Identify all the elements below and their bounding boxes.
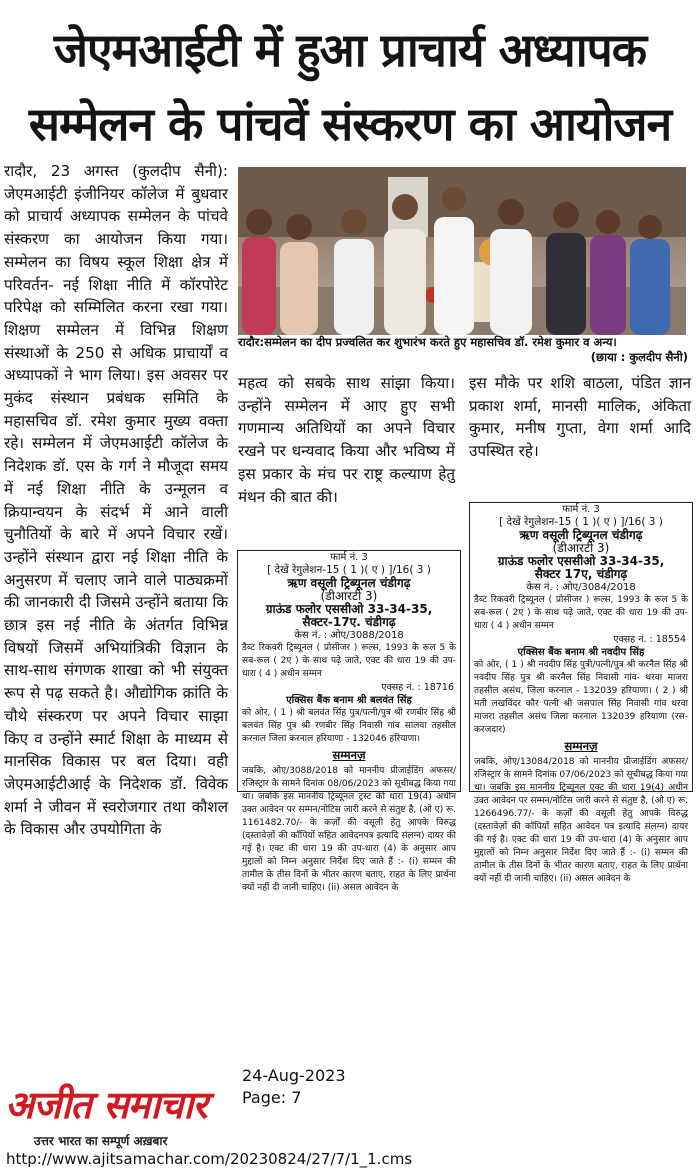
- notice-body-3: जबकि, ओए/13084/2018 को माननीय प्रीजाईडिंग अफसर/रजिस्ट्रार के सामने दिनांक 07/06/2023 को सूचीबद्ध किया गया था। जबकि इस माननीय ट्रिब्यूनल एक्ट की धारा 19(4) अधीन उक्त आवेदन पर सम्मन/नोटिस जारी करने से संतुष्ट है, (ओ ए) रू. 1266496.77/- के कर्ज़ों की वसूली हेतु आपके विरुद्ध (दस्तावेज़ों की कॉपियों सहित आवेदन पत्र इत्यादि संलग्न) दायर की गई है। एक्ट की धारा 19 की उप-धारा (4) के अनुसार आप मुद्दालों को निम्न अनुसार निर्देश दिए जाते हैं :- (i) सम्मन की तामील के तीस दिनों के भीतर कारण बताए, राहत के लिए प्रार्थना क्यों नहीं दी जानी चाहिए। (ii) असल आवेदन के: [474, 757, 688, 884]
- notice-case-no: केस नं. : ओए/3088/2018: [294, 630, 404, 641]
- legal-notice-1: [237, 550, 461, 893]
- notice-body-2: को ओर, ( 1 ) श्री बलवंत सिंह पुत्र/पत्नी/पुत्र श्री रणबीर सिंह श्री बलवंत सिंह पुत्र श्री रणबीर सिंह निवासी गांव सालवा तहसील करनाल जिला करनाल हरियाणा - 132046 हरियाणा।: [242, 708, 456, 744]
- notice-rule: [ देखें रेगुलेशन-15 ( 1 )( ए ) ]/16( 3 ): [499, 516, 663, 528]
- notice-drt: (डीआरटी 3): [320, 589, 378, 603]
- notice-drt: (डीआरटी 3): [552, 541, 610, 555]
- photo-caption: [238, 335, 688, 365]
- notice-ex-no: एक्सह नं. : 18716: [381, 682, 454, 693]
- notice-case-no: केस नं. : ओए/3084/2018: [526, 582, 636, 593]
- article-column-1: रादौर, 23 अगस्त (कुलदीप सैनी): जेएमआईटी इंजीनियर कॉलेज में बुधवार को प्राचार्य अध्यापक सम्मेलन के पांचवे संस्करण का आयोजन किया गया। सम्मेलन का विषय स्कूल शिक्षा क्षेत्र में परिवर्तन- नई शिक्षा नीति में कॉरपोरेट परिपेक्ष को सम्मिलित करना रखा गया। शिक्षण सम्मेलन में विभिन्न शिक्षण संस्थाओं के 250 से अधिक प्राचार्यों व अध्यापकों ने भाग लिया। इस अवसर पर मुकंद संस्थान प्रबंधक समिति के महासचिव डॉ. रमेश कुमार मुख्य वक्ता रहे। सम्मेलन में जेएमआईटी कॉलेज के निदेशक डॉ. एस के गर्ग ने मौजूदा समय में नई शिक्षा नीति के उन्मूलन व क्रियान्वयन के संदर्भ में आने वाली चुनौतियों के बारे में अपने विचार रखें। उन्होंने संस्थान द्वारा नई शिक्षा नीति के अनुसरण में चलाए जाने वाले पाठ्यक्रमों की जानकारी दी जिसमे उन्होंने बताया कि छात्र इस नई नीति के अंतर्गत विभिन्न विषयों जिसमें अभियांत्रिकी विज्ञान के साथ-साथ संगणक शाखा को भी संयुक्त रूप से पढ़ सकते है। औद्योगिक क्रांति के चौथे संस्करण पर अपने विचार साझा किए व उन्होंने स्मार्ट शिक्षा के माध्यम से मानसिक विकास पर बल दिया। वही जेएमआईटीआई के निदेशक डॉ. विवेक शर्मा ने जीवन में स्वरोजगार तथा कौशल के विकास और उपयोगिता के: [4, 162, 228, 839]
- logo-tagline: उत्तर भारत का सम्पूर्ण अख़बार: [34, 1134, 168, 1148]
- source-url[interactable]: http://www.ajitsamachar.com/20230824/27/7/1_1.cms: [6, 1150, 413, 1168]
- notice-address-line-1: ग्राऊंड फलोर एससीओ 33-34-35,: [265, 602, 433, 616]
- notice-body-2: को ओर, ( 1 ) श्री नवदीप सिंह पुत्री/पत्नी/पुत्र श्री करनैल सिंह श्री नवदीप सिंह पुत्र श्री करनैल सिंह निवासी गांव- थरवा माजरा तहसील असंध, जिला करनाल - 132039 हरियाणा। ( 2 ) श्री मती लखविंदर कौर पत्नी श्री जसपाल सिंह निवासी गांव थरवा माजरा तहसील असंध जिला करनाल 132039 हरियाणा (रस-करजदार): [474, 660, 688, 735]
- notice-summons-heading: सम्मनज़: [564, 739, 598, 753]
- notice-parties: एक्सिस बैंक बनाम श्री बलवंत सिंह: [286, 695, 412, 706]
- notice-summons-heading: सम्मनज़: [332, 748, 366, 762]
- notice-form-no: फार्म नं. 3: [562, 504, 600, 515]
- article-column-3: इस मौके पर शशि बाठला, पंडित ज्ञान प्रकाश शर्मा, मानसी मालिक, अंकिता कुमार, मनीष गुप्ता, वेगा शर्मा आदि उपस्थित रहे।: [469, 374, 691, 461]
- notice-ex-no: एक्सह नं. : 18554: [613, 634, 686, 645]
- notice-tribunal: ऋण वसूली ट्रिब्यूनल चंडीगढ़: [519, 528, 643, 542]
- headline-line-2: सम्मेलन के पांचवें संस्करण का आयोजन: [28, 97, 672, 151]
- legal-notice-2: [469, 502, 693, 884]
- notice-address-line-2: सैक्टर 17ए, चंडीगढ़: [534, 567, 628, 581]
- edition-date: 24-Aug-2023: [242, 1066, 346, 1085]
- notice-address-line-2: सैक्टर-17ए. चंडीगढ़: [302, 615, 396, 629]
- notice-body-1: डैब्ट रिकवरी ट्रिब्यूनल ( प्रोसीजर ) रूल्स, 1993 के रूल 5 के सब-रूल ( 2ए ) के साथ पढ़े जाते, एक्ट की धारा 19 की उप-धारा ( 4 ) अधीन सम्मन: [474, 595, 688, 631]
- headline-line-1: जेएमआईटी में हुआ प्राचार्य अध्यापक: [53, 23, 647, 77]
- photo-caption-text: रादौर:सम्मेलन का दीप प्रज्वलित कर शुभारंभ करते हुए महासचिव डॉ. रमेश कुमार व अन्य।: [238, 335, 617, 349]
- notice-parties: एक्सिस बैंक बनाम श्री नवदीप सिंह: [517, 647, 645, 658]
- notice-form-no: फार्म नं. 3: [330, 552, 368, 563]
- notice-rule: [ देखें रेगुलेशन-15 ( 1 )( ए ) ]/16( 3 ): [267, 564, 431, 576]
- notice-tribunal: ऋण वसूली ट्रिब्यूनल चंडीगढ़: [287, 576, 411, 590]
- page-number: Page: 7: [242, 1088, 302, 1107]
- article-column-2: महत्व को सबके साथ सांझा किया। उन्होंने सम्मेलन में आए हुए सभी गणमान्य अतिथियों का अपने विचार रखने पर धन्यवाद किया और भविष्य में इस प्रकार के मंच पर राष्ट्र कल्याण हेतु मंथन की बात की।: [238, 374, 455, 506]
- photo-credit: (छाया : कुलदीप सैनी): [590, 350, 688, 364]
- ajit-samachar-logo: अजीत समाचार: [5, 1082, 207, 1127]
- event-photo-illustration: [238, 167, 686, 335]
- notice-body-3: जबकि, ओए/3088/2018 को माननीय प्रीजाईडिंग अफसर/ रजिस्ट्रार के सामने दिनांक 08/06/2023 को सूचीबद्ध किया गया था। जबकि इस माननीय ट्रिब्यूनल ट्रस्ट की धारा 19(4) अधीन उक्त आवेदन पर सम्मन/नोटिस जारी करने से संतुष्ट है, (ओ ए) रू. 1161482.70/- के कर्ज़ों की वसूली हेतु आपके विरुद्ध (दस्तावेज़ों की कॉपियों सहित आवेदनपत्र इत्यादि संलग्न) दायर की गई है। एक्ट की धारा 19 की उप-धारा (4) के अनुसार आप मुद्दालों को निम्न अनुसार निर्देश दिए जाते हैं :- (i) सम्मन की तामील के तीस दिनों के भीतर कारण बताए, राहत के लिए प्रार्थना क्यों नहीं दी जानी चाहिए। (ii) असल आवेदन के: [242, 766, 456, 893]
- event-photo: [238, 167, 686, 335]
- notice-address-line-1: ग्राऊंड फलोर एससीओ 33-34-35,: [497, 554, 665, 568]
- notice-body-1: डैब्ट रिकवरी ट्रिब्यूनल ( प्रोसीजर ) रूल्स, 1993 के रूल 5 के सब-रूल ( 2ए ) के साथ पढ़े जाते, एक्ट की धारा 19 की उप-धारा ( 4 ) अधीन सम्मन: [242, 643, 456, 679]
